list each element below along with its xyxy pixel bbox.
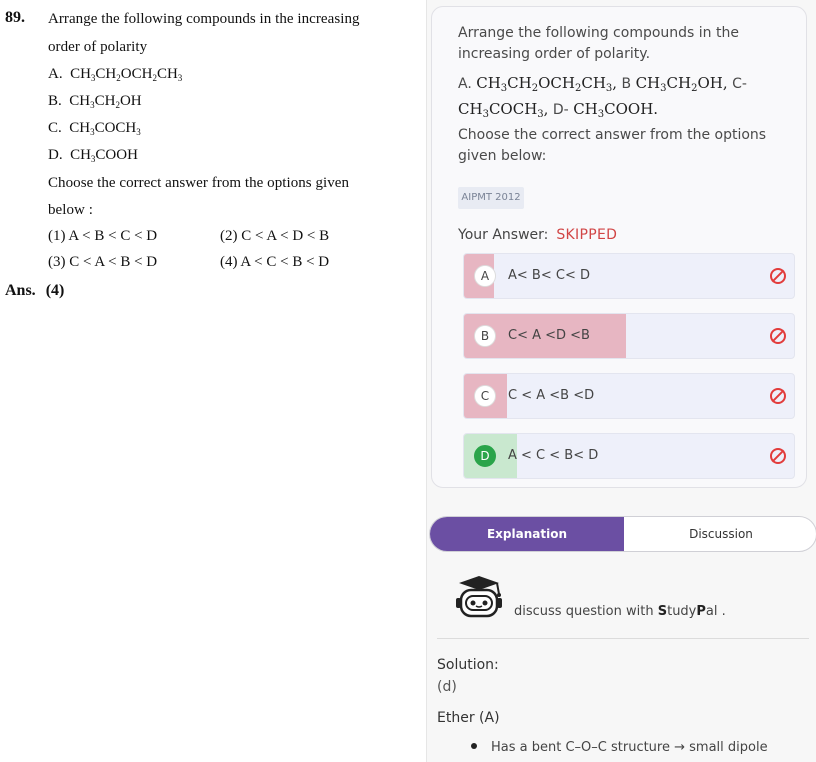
textbook-option-c: C. $CH_3COCH_3$: [48, 120, 141, 137]
option-row-a[interactable]: [463, 253, 795, 299]
solution-label: Solution:: [437, 657, 499, 673]
compound-list: A. $CH_3CH_2OCH_2CH_3$, B $CH_3CH_2OH$, C- $CH_3COCH_3$, D- $CH_3COOH$.: [458, 74, 747, 120]
option-text: C < A <B <D: [508, 388, 595, 403]
textbook-option-a: A. $CH_3CH_2OCH_2CH_3$: [48, 66, 183, 83]
textbook-stem-line2: order of polarity: [48, 39, 148, 55]
answer-label: Ans.: [5, 282, 36, 299]
tab-discussion[interactable]: Discussion: [689, 527, 753, 541]
textbook-choose-line1: Choose the correct answer from the options given: [48, 175, 350, 191]
textbook-choice-2: (2) C < A < D < B: [220, 228, 330, 244]
textbook-choice-4: (4) A < C < B < D: [220, 254, 330, 270]
option-row-c[interactable]: [463, 373, 795, 419]
textbook-answer: [5, 282, 64, 300]
question-instruction: Choose the correct answer from the options given below:: [458, 127, 767, 164]
textbook-choice-3: (3) C < A < B < D: [48, 254, 158, 270]
option-text: C< A <D <B: [508, 328, 590, 343]
divider: [437, 638, 809, 639]
wrong-icon: [770, 388, 786, 404]
exam-tag: AIPMT 2012: [458, 187, 524, 209]
option-letter: D: [474, 445, 496, 467]
question-text: Arrange the following compounds in the increasing order of polarity.: [458, 25, 739, 62]
question-card: [431, 6, 807, 488]
option-row-d[interactable]: [463, 433, 795, 479]
solution-bullet: [471, 740, 768, 755]
your-answer-label: Your Answer:: [458, 227, 549, 243]
ether-heading: Ether (A): [437, 710, 500, 726]
studypal-bot-icon[interactable]: [449, 570, 509, 620]
bullet-dot: [471, 743, 477, 749]
question-number: 89.: [5, 9, 25, 26]
your-answer: [458, 227, 617, 243]
wrong-icon: [770, 268, 786, 284]
tab-explanation[interactable]: Explanation: [430, 517, 624, 551]
textbook-choice-1: (1) A < B < C < D: [48, 228, 158, 244]
wrong-icon: [770, 448, 786, 464]
option-letter: C: [474, 385, 496, 407]
textbook-option-b: B. $CH_3CH_2OH$: [48, 93, 142, 110]
option-text: A < C < B< D: [508, 448, 599, 463]
bullet-text: Has a bent C–O–C structure → small dipole: [491, 740, 768, 755]
solution-value: (d): [437, 679, 457, 695]
explanation-tabs: [429, 516, 816, 552]
option-letter: A: [474, 265, 496, 287]
option-row-b[interactable]: [463, 313, 795, 359]
question-panel: [426, 0, 816, 762]
textbook-choose-line2: below :: [48, 202, 93, 218]
wrong-icon: [770, 328, 786, 344]
textbook-stem-line1: Arrange the following compounds in the increasing: [48, 11, 360, 27]
option-letter: B: [474, 325, 496, 347]
studypal-cta[interactable]: discuss question with StudyPal .: [514, 604, 726, 619]
textbook-option-d: D. $CH_3COOH$: [48, 147, 138, 164]
answer-value: (4): [45, 282, 65, 299]
your-answer-status: SKIPPED: [556, 227, 618, 243]
option-text: A< B< C< D: [508, 268, 590, 283]
